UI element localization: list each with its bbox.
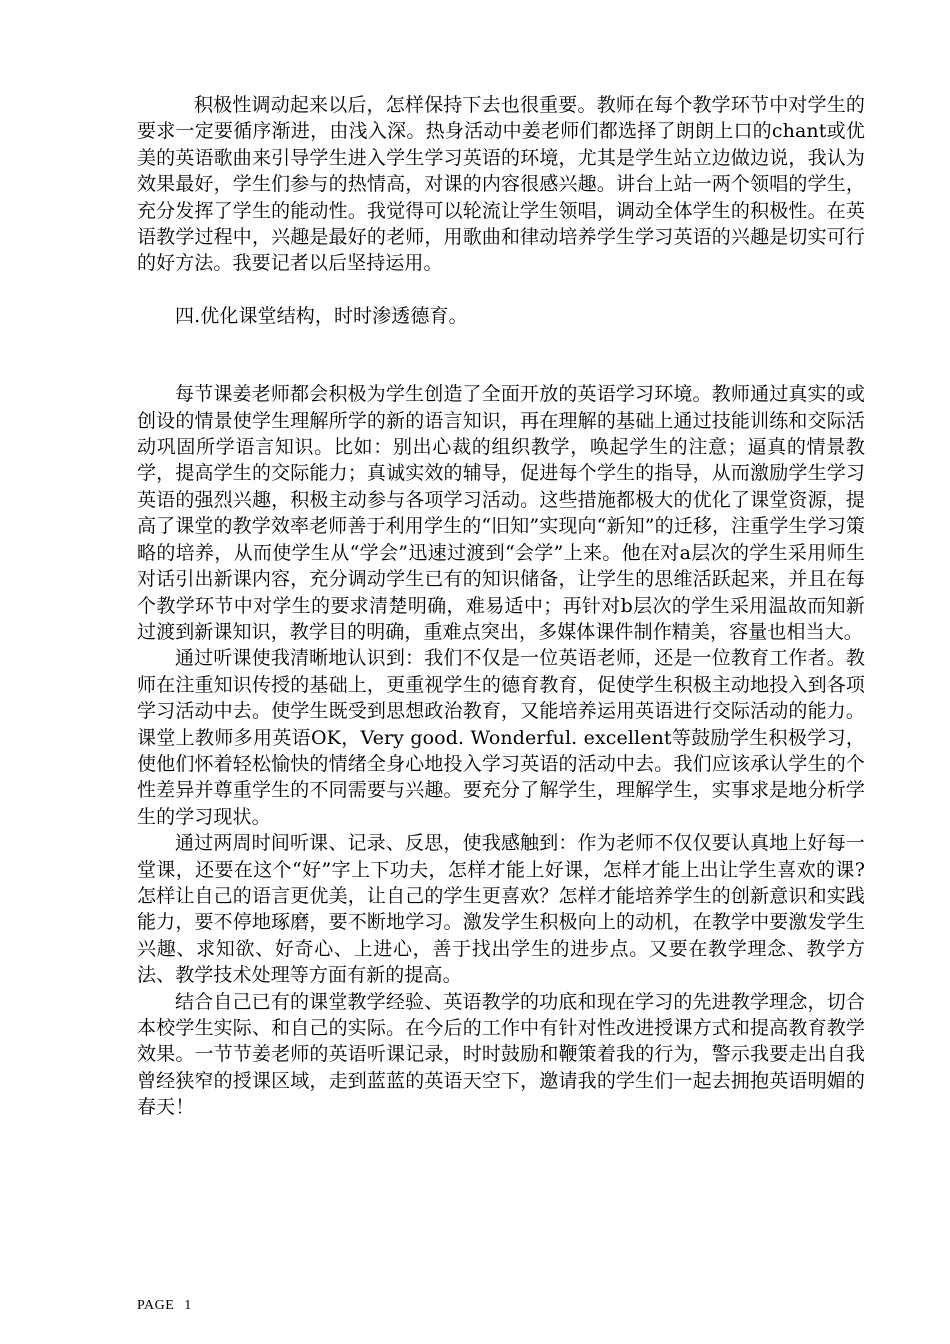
paragraph-reflection: 通过两周时间听课、记录、反思，使我感触到：作为老师不仅仅要认真地上好每一堂课，还要在这个“好”字上下功夫，怎样才能上好课，怎样才能上出让学生喜欢的课?怎样让自己的语言更优美，让自己的学生更喜欢？怎样才能培养学生的创新意识和实践能力，要不停地琢磨，要不断地学习。激发学生积极向上的动机，在教学中要激发学生兴趣、求知欲、好奇心、上进心，善于找出学生的进步点。又要在教学理念、教学方法、教学技术处理等方面有新的提高。 xyxy=(137,832,865,987)
page-number: 1 xyxy=(184,1298,192,1313)
page-label: PAGE xyxy=(137,1298,175,1313)
page-footer xyxy=(137,1298,192,1314)
paragraph-motivation: 积极性调动起来以后，怎样保持下去也很重要。教师在每个教学环节中对学生的要求一定要循序渐进，由浅入深。热身活动中姜老师们都选择了朗朗上口的chant或优美的英语歌曲来引导学生进入学生学习英语的环境，尤其是学生站立边做边说，我认为效果最好，学生们参与的热情高，对课的内容很感兴趣。讲台上站一两个领唱的学生，充分发挥了学生的能动性。我觉得可以轮流让学生领唱，调动全体学生的积极性。在英语教学过程中，兴趣是最好的老师，用歌曲和律动培养学生学习英语的兴趣是切实可行的好方法。我要记者以后坚持运用。 xyxy=(137,94,865,275)
paragraph-environment: 每节课姜老师都会积极为学生创造了全面开放的英语学习环境。教师通过真实的或创设的情景使学生理解所学的新的语言知识，再在理解的基础上通过技能训练和交际活动巩固所学语言知识。比如：别出心裁的组织教学，唤起学生的注意；逼真的情景教学，提高学生的交际能力；真诚实效的辅导，促进每个学生的指导，从而激励学生学习英语的强烈兴趣，积极主动参与各项学习活动。这些措施都极大的优化了课堂资源，提高了课堂的教学效率老师善于利用学生的“旧知”实现向“新知”的迁移，注重学生学习策略的培养，从而使学生从“学会”迅速过渡到“会学”上来。他在对a层次的学生采用师生对话引出新课内容，充分调动学生已有的知识储备，让学生的思维活跃起来，并且在每个教学环节中对学生的要求清楚明确，难易适中；再针对b层次的学生采用温故而知新过渡到新课知识，教学目的明确，重难点突出，多媒体课件制作精美，容量也相当大。 xyxy=(137,383,865,643)
section-heading-4: 四.优化课堂结构，时时渗透德育。 xyxy=(175,304,468,327)
paragraph-conclusion: 结合自己已有的课堂教学经验、英语教学的功底和现在学习的先进教学理念，切合本校学生实际、和自己的实际。在今后的工作中有针对性改进授课方式和提高教育教学效果。一节节姜老师的英语听课记录，时时鼓励和鞭策着我的行为，警示我要走出自我曾经狭窄的授课区域，走到蓝蓝的英语天空下，邀请我的学生们一起去拥抱英语明媚的春天！ xyxy=(137,990,865,1119)
paragraph-moral-education: 通过听课使我清晰地认识到：我们不仅是一位英语老师，还是一位教育工作者。教师在注重知识传授的基础上，更重视学生的德育教育，促使学生积极主动地投入到各项学习活动中去。使学生既受到思想政治教育，又能培养运用英语进行交际活动的能力。课堂上教师多用英语OK，Very good. Wonderful. excellent等鼓励学生积极学习，使他们怀着轻松愉快的情绪全身心地投入学习英语的活动中去。我们应该承认学生的个性差异并尊重学生的不同需要与兴趣。要充分了解学生，理解学生，实事求是地分析学生的学习现状。 xyxy=(137,647,865,828)
document-body xyxy=(137,92,865,1121)
